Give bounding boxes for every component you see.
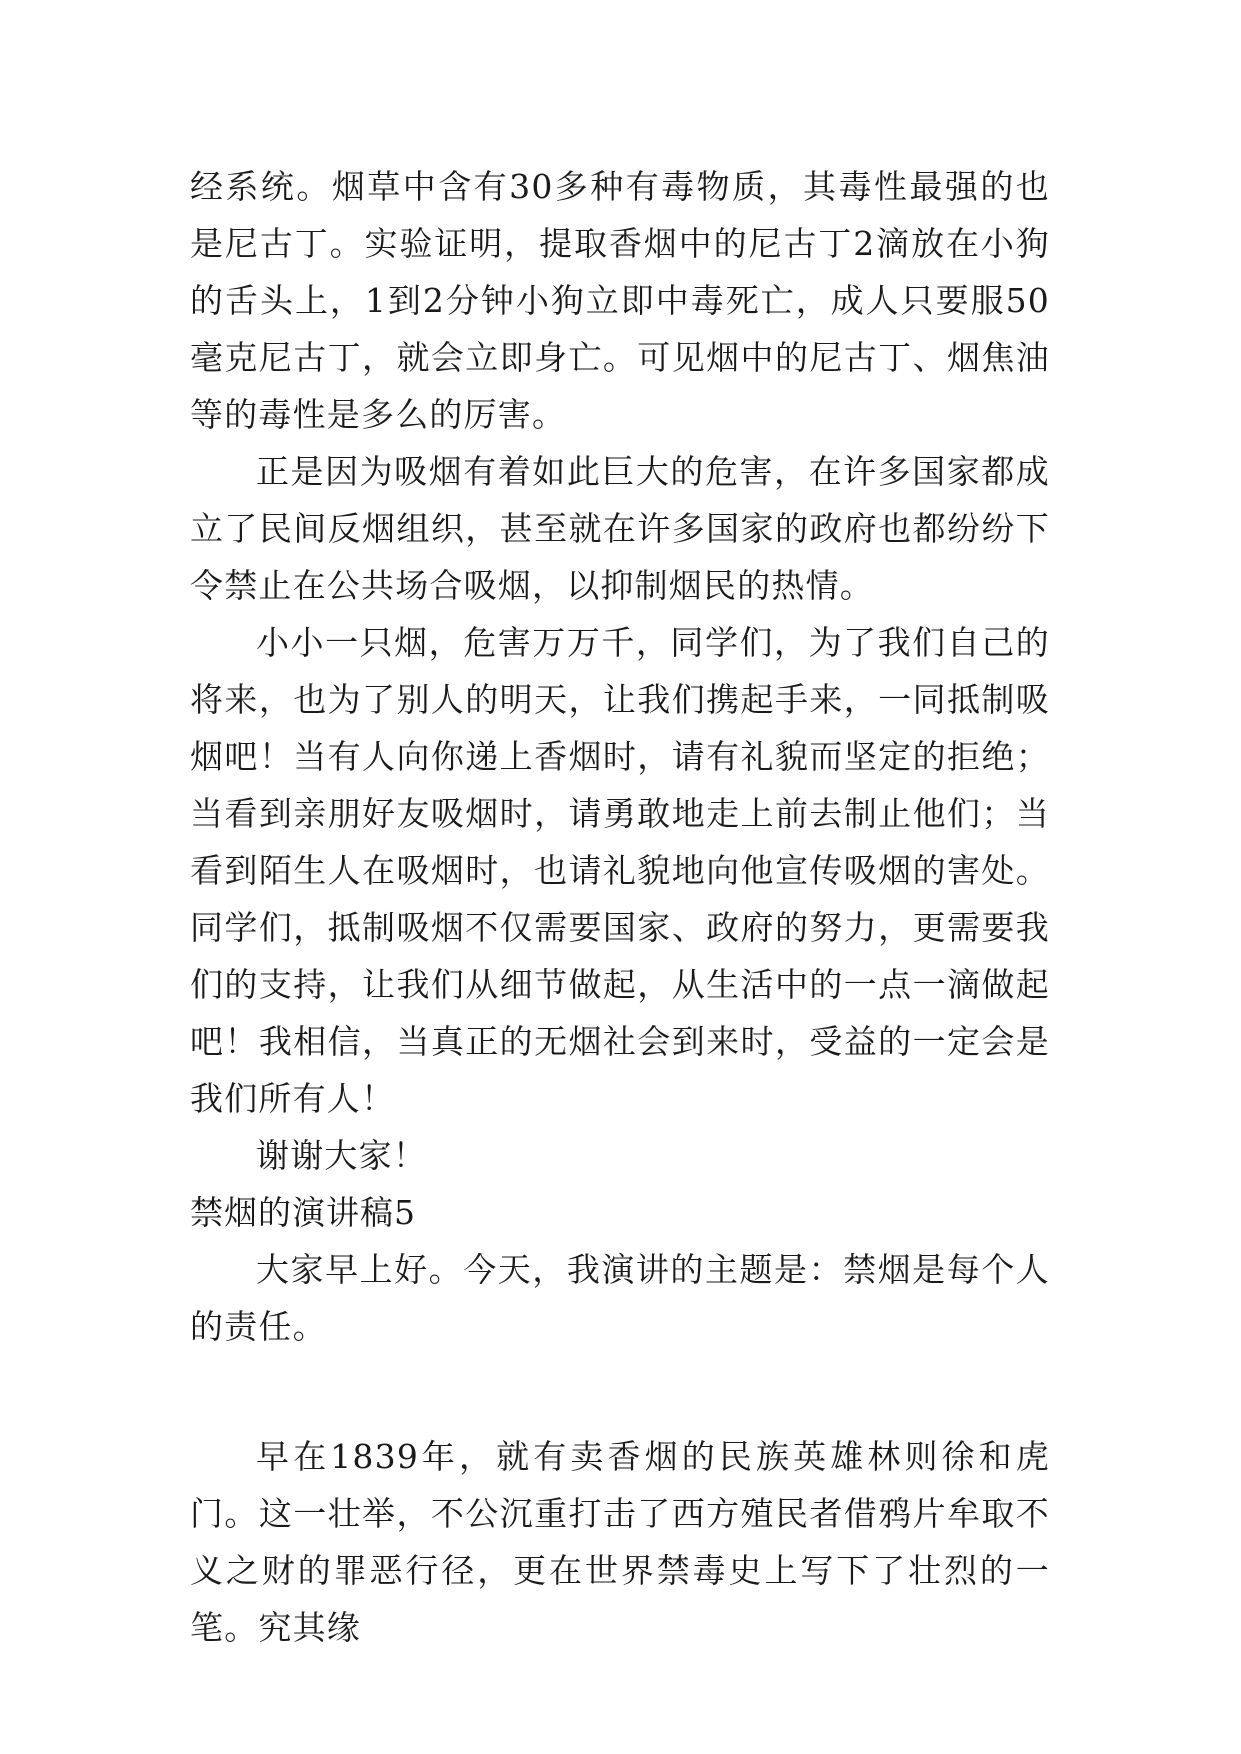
paragraph-anti-smoking-organizations: 正是因为吸烟有着如此巨大的危害，在许多国家都成立了民间反烟组织，甚至就在许多国家的政府也都纷纷下令禁止在公共场合吸烟，以抑制烟民的热情。 [190,452,1050,605]
section-heading: 禁烟的演讲稿5 [190,1193,416,1232]
paragraph-greeting: 大家早上好。今天，我演讲的主题是：禁烟是每个人的责任。 [190,1250,1050,1346]
paragraph-thanks: 谢谢大家！ [256,1136,427,1175]
paragraph-call-to-action: 小小一只烟，危害万万千，同学们，为了我们自己的将来，也为了别人的明天，让我们携起手来，一同抵制吸烟吧！当有人向你递上香烟时，请有礼貌而坚定的拒绝；当看到亲朋好友吸烟时，请勇敢地走上前去制止他们；当看到陌生人在吸烟时，也请礼貌地向他宣传吸烟的害处。同学们，抵制吸烟不仅需要国家、政府的努力，更需要我们的支持，让我们从细节做起，从生活中的一点一滴做起吧！我相信，当真正的无烟社会到来时，受益的一定会是我们所有人！ [190,623,1050,1118]
paragraph-history: 早在1839年，就有卖香烟的民族英雄林则徐和虎门。这一壮举，不公沉重打击了西方殖民者借鸦片牟取不义之财的罪恶行径，更在世界禁毒史上写下了壮烈的一笔。究其缘 [190,1437,1050,1647]
document-body [190,158,1050,1656]
paragraph-nicotine-toxicity: 经系统。烟草中含有30多种有毒物质，其毒性最强的也是尼古丁。实验证明，提取香烟中的尼古丁2滴放在小狗的舌头上，1到2分钟小狗立即中毒死亡，成人只要服50毫克尼古丁，就会立即身亡。可见烟中的尼古丁、烟焦油等的毒性是多么的厉害。 [190,167,1050,434]
paragraph-spacer [190,1355,1050,1428]
